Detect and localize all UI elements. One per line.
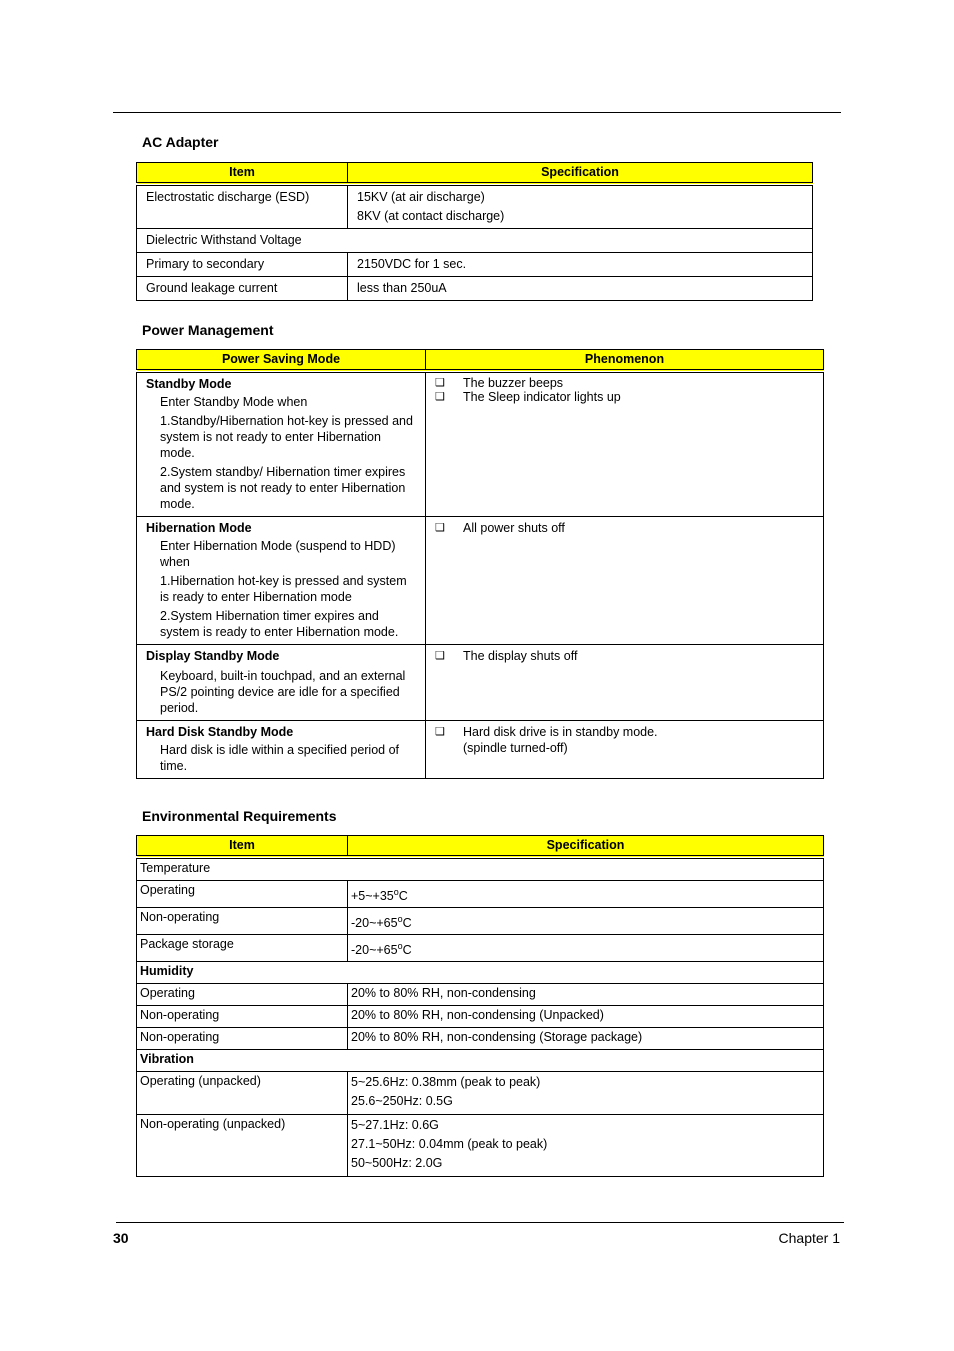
section-label: Humidity <box>137 962 824 984</box>
spec-value: -20~+65 <box>351 943 398 957</box>
table-row <box>137 984 824 1006</box>
mode-cell <box>137 721 426 779</box>
chapter-label: Chapter 1 <box>778 1230 840 1246</box>
spec-cell <box>348 935 824 962</box>
spec-unit: C <box>398 889 408 903</box>
spec-line: 50~500Hz: 2.0G <box>351 1156 443 1170</box>
spec-line: 5~25.6Hz: 0.38mm (peak to peak) <box>351 1075 541 1089</box>
table-row <box>137 371 824 517</box>
section-row-humidity <box>137 962 824 984</box>
column-header-item: Item <box>137 163 348 185</box>
environmental-requirements-table <box>136 835 824 1177</box>
mode-description: Hard disk is idle within a specified period of time. <box>160 743 400 773</box>
item-cell: Non-operating <box>137 908 348 935</box>
spec-line: 25.6~250Hz: 0.5G <box>351 1094 453 1108</box>
spec-cell: 20% to 80% RH, non-condensing <box>348 984 824 1006</box>
spec-unit: C <box>402 943 412 957</box>
mode-description: 2.System Hibernation timer expires and system is ready to enter Hibernation mode. <box>160 609 399 639</box>
degree-symbol: o <box>397 914 403 924</box>
table-row <box>137 645 824 721</box>
degree-symbol: o <box>393 887 399 897</box>
checkbox-bullet-icon: ❑ <box>435 726 445 738</box>
phenomenon-item <box>435 376 814 390</box>
page-number: 30 <box>113 1230 129 1246</box>
table-header-row <box>137 350 824 372</box>
item-cell: Operating <box>137 881 348 908</box>
mode-title: Standby Mode <box>146 377 232 391</box>
mode-cell <box>137 645 426 721</box>
phenomenon-item <box>435 390 814 404</box>
item-cell: Ground leakage current <box>137 277 348 301</box>
checkbox-bullet-icon: ❑ <box>435 650 445 662</box>
spec-cell <box>348 184 813 229</box>
phenomenon-text: The Sleep indicator lights up <box>463 390 621 404</box>
spec-line: 8KV (at contact discharge) <box>357 209 505 223</box>
spec-unit: C <box>402 916 412 930</box>
footer-rule <box>116 1222 844 1223</box>
spec-cell: 20% to 80% RH, non-condensing (Unpacked) <box>348 1006 824 1028</box>
column-header-power-saving-mode: Power Saving Mode <box>137 350 426 372</box>
phenomenon-item <box>435 648 814 664</box>
ac-adapter-heading: AC Adapter <box>142 134 219 150</box>
mode-description: 1.Standby/Hibernation hot-key is pressed and system is not ready to enter Hibernation mode. <box>160 414 413 460</box>
spec-cell <box>348 1115 824 1177</box>
table-row <box>137 1006 824 1028</box>
table-header-row <box>137 163 813 185</box>
ac-adapter-table <box>136 162 813 301</box>
spec-line: 15KV (at air discharge) <box>357 190 485 204</box>
column-header-specification: Specification <box>348 163 813 185</box>
checkbox-bullet-icon: ❑ <box>435 391 445 403</box>
table-row <box>137 229 813 253</box>
power-management-table <box>136 349 824 779</box>
column-header-item: Item <box>137 836 348 858</box>
table-row <box>137 1028 824 1050</box>
section-label: Vibration <box>137 1050 824 1072</box>
degree-symbol: o <box>397 941 403 951</box>
item-cell: Package storage <box>137 935 348 962</box>
phenomenon-text: The buzzer beeps <box>463 376 564 390</box>
column-header-specification: Specification <box>348 836 824 858</box>
spec-line: 27.1~50Hz: 0.04mm (peak to peak) <box>351 1137 548 1151</box>
item-cell: Non-operating <box>137 1006 348 1028</box>
column-header-phenomenon: Phenomenon <box>426 350 824 372</box>
mode-description: Keyboard, built-in touchpad, and an external PS/2 pointing device are idle for a specified period. <box>160 669 406 715</box>
mode-description: Enter Standby Mode when <box>160 395 308 409</box>
item-cell: Dielectric Withstand Voltage <box>137 229 813 253</box>
checkbox-bullet-icon: ❑ <box>435 377 445 389</box>
spec-value: +5~+35 <box>351 889 394 903</box>
item-cell: Primary to secondary <box>137 253 348 277</box>
spec-cell: 20% to 80% RH, non-condensing (Storage package) <box>348 1028 824 1050</box>
table-row <box>137 935 824 962</box>
table-row <box>137 908 824 935</box>
item-cell: Operating <box>137 984 348 1006</box>
phenomenon-cell <box>426 371 824 517</box>
top-rule <box>113 112 841 113</box>
table-row <box>137 277 813 301</box>
mode-description: 1.Hibernation hot-key is pressed and system is ready to enter Hibernation mode <box>160 574 407 604</box>
spec-line: 5~27.1Hz: 0.6G <box>351 1118 439 1132</box>
spec-cell <box>348 1072 824 1115</box>
mode-description: 2.System standby/ Hibernation timer expires and system is not ready to enter Hibernation mode. <box>160 465 406 511</box>
item-cell: Electrostatic discharge (ESD) <box>137 184 348 229</box>
mode-cell <box>137 371 426 517</box>
spec-cell: 2150VDC for 1 sec. <box>348 253 813 277</box>
phenomenon-item <box>435 520 814 536</box>
table-header-row <box>137 836 824 858</box>
checkbox-bullet-icon: ❑ <box>435 522 445 534</box>
table-row <box>137 721 824 779</box>
table-row <box>137 184 813 229</box>
power-management-heading: Power Management <box>142 322 274 338</box>
section-label: Temperature <box>137 857 824 881</box>
spec-value: -20~+65 <box>351 916 398 930</box>
item-cell: Non-operating (unpacked) <box>137 1115 348 1177</box>
spec-cell: less than 250uA <box>348 277 813 301</box>
section-row-vibration <box>137 1050 824 1072</box>
phenomenon-cell <box>426 645 824 721</box>
table-row <box>137 881 824 908</box>
spec-cell <box>348 908 824 935</box>
table-row <box>137 1115 824 1177</box>
mode-title: Hibernation Mode <box>146 521 252 535</box>
table-row <box>137 253 813 277</box>
mode-title: Hard Disk Standby Mode <box>146 725 294 739</box>
phenomenon-text: All power shuts off <box>463 521 565 535</box>
section-row-temperature <box>137 857 824 881</box>
environmental-requirements-heading: Environmental Requirements <box>142 808 337 824</box>
phenomenon-item <box>435 724 814 756</box>
phenomenon-cell <box>426 721 824 779</box>
table-row <box>137 1072 824 1115</box>
mode-title: Display Standby Mode <box>146 649 280 663</box>
phenomenon-cell <box>426 517 824 645</box>
phenomenon-text: Hard disk drive is in standby mode. (spindle turned-off) <box>463 725 658 755</box>
item-cell: Non-operating <box>137 1028 348 1050</box>
spec-cell <box>348 881 824 908</box>
table-row <box>137 517 824 645</box>
mode-description: Enter Hibernation Mode (suspend to HDD) when <box>160 539 396 569</box>
phenomenon-text: The display shuts off <box>463 649 578 663</box>
mode-cell <box>137 517 426 645</box>
item-cell: Operating (unpacked) <box>137 1072 348 1115</box>
